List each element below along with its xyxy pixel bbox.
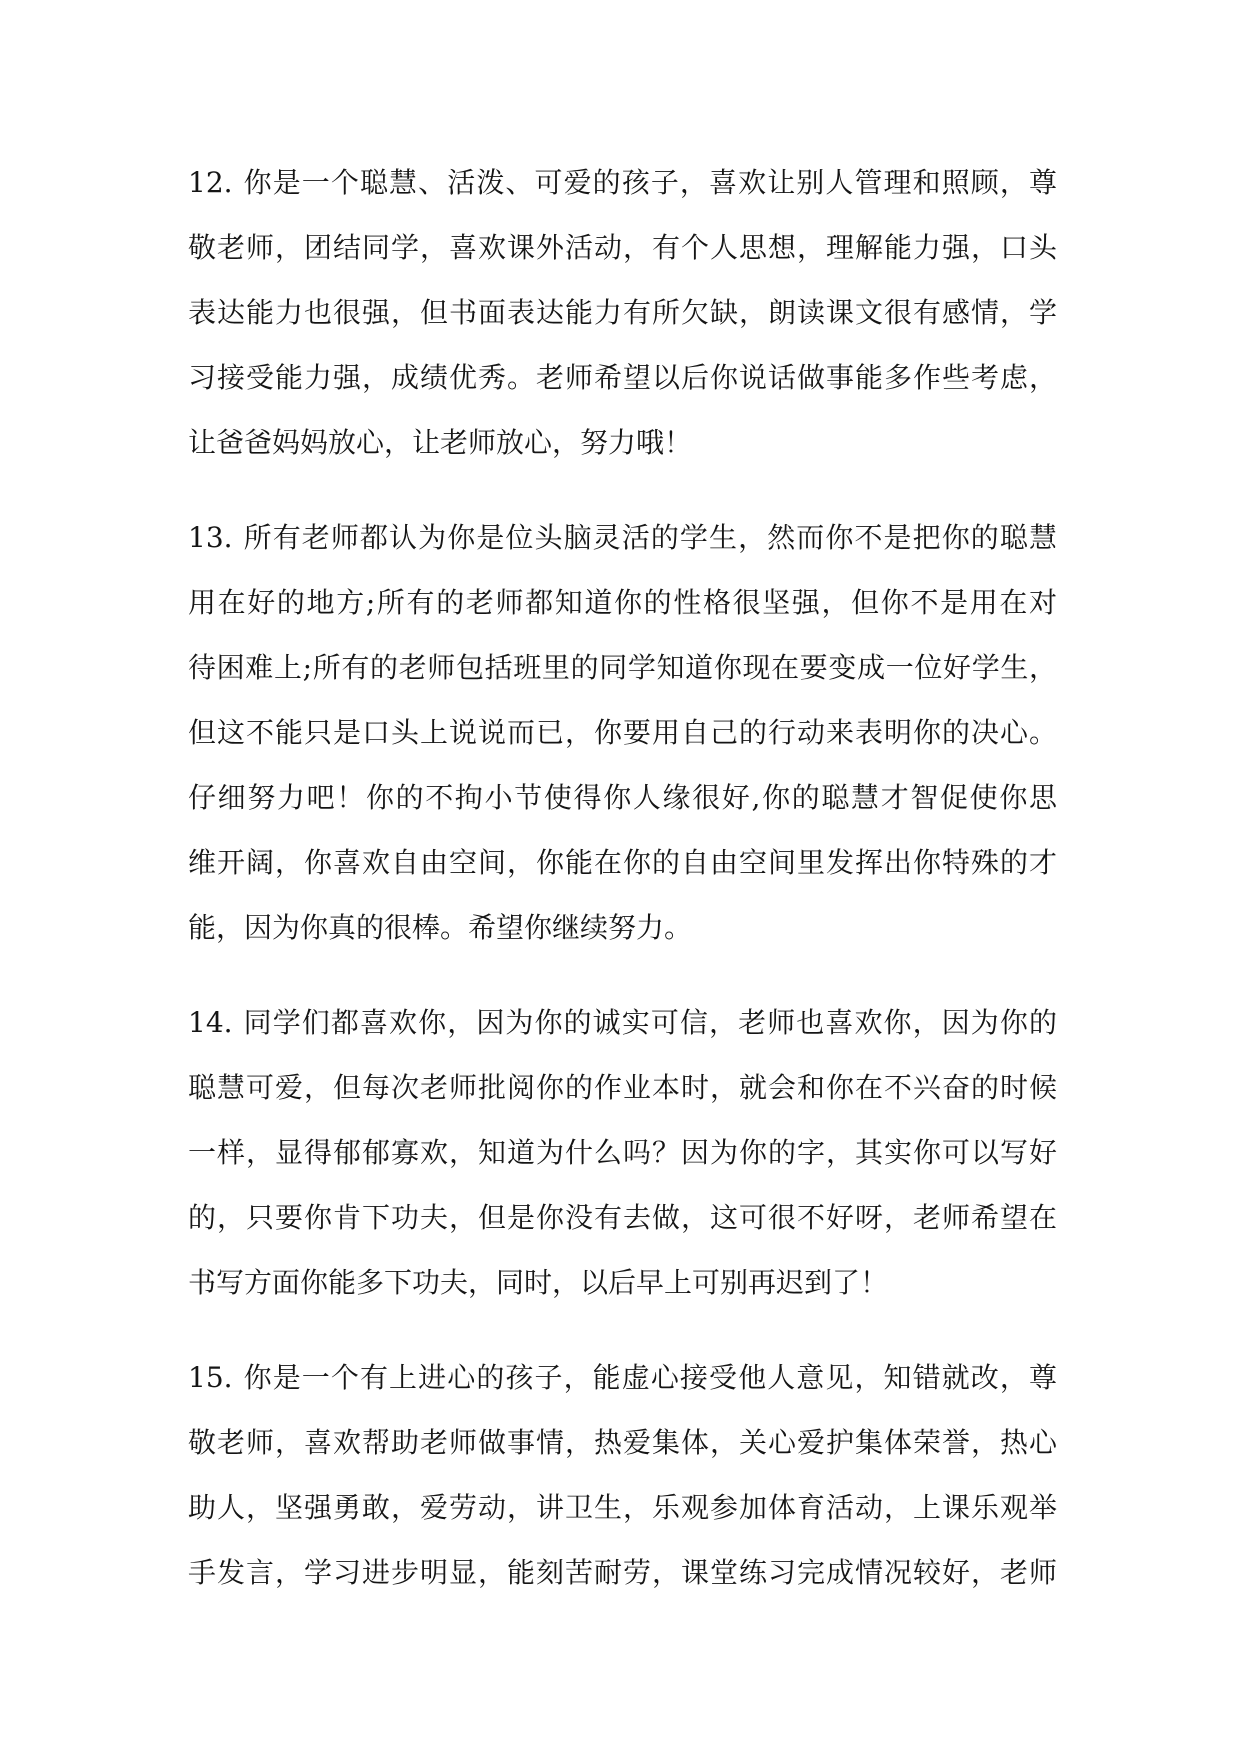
paragraph-line: 待困难上;所有的老师包括班里的同学知道你现在要变成一位好学生， — [188, 651, 1057, 684]
paragraph-line: 敬老师，喜欢帮助老师做事情，热爱集体，关心爱护集体荣誉，热心 — [188, 1426, 1057, 1459]
item-number: 12. — [188, 166, 233, 199]
paragraph-line: 维开阔，你喜欢自由空间，你能在你的自由空间里发挥出你特殊的才 — [188, 846, 1057, 879]
paragraph-line: 用在好的地方;所有的老师都知道你的性格很坚强，但你不是用在对 — [188, 586, 1057, 619]
comment-paragraph-12 — [188, 150, 1057, 475]
paragraph-line — [188, 1345, 1057, 1410]
item-number: 13. — [188, 521, 233, 554]
item-number: 14. — [188, 1006, 233, 1039]
comment-paragraph-15 — [188, 1345, 1057, 1605]
paragraph-line — [188, 505, 1057, 570]
paragraph-line: 敬老师，团结同学，喜欢课外活动，有个人思想，理解能力强，口头 — [188, 231, 1057, 264]
paragraph-line: 书写方面你能多下功夫，同时，以后早上可别再迟到了！ — [188, 1266, 889, 1299]
paragraph-line: 能，因为你真的很棒。希望你继续努力。 — [188, 911, 693, 944]
paragraph-line — [188, 150, 1057, 215]
paragraph-line — [188, 990, 1057, 1055]
paragraph-line: 仔细努力吧！你的不拘小节使得你人缘很好,你的聪慧才智促使你思 — [188, 781, 1057, 814]
paragraph-line: 习接受能力强，成绩优秀。老师希望以后你说话做事能多作些考虑， — [188, 361, 1057, 394]
comment-paragraph-14 — [188, 990, 1057, 1315]
paragraph-line: 一样，显得郁郁寡欢，知道为什么吗？因为你的字，其实你可以写好 — [188, 1136, 1057, 1169]
paragraph-line: 表达能力也很强，但书面表达能力有所欠缺，朗读课文很有感情，学 — [188, 296, 1057, 329]
paragraph-line: 的，只要你肯下功夫，但是你没有去做，这可很不好呀，老师希望在 — [188, 1201, 1057, 1234]
paragraph-line: 手发言，学习进步明显，能刻苦耐劳，课堂练习完成情况较好，老师 — [188, 1556, 1057, 1589]
document-page — [188, 150, 1057, 1635]
item-number: 15. — [188, 1361, 233, 1394]
line-text: 所有老师都认为你是位头脑灵活的学生，然而你不是把你的聪慧 — [242, 521, 1057, 554]
line-text: 你是一个聪慧、活泼、可爱的孩子，喜欢让别人管理和照顾，尊 — [242, 166, 1057, 199]
comment-paragraph-13 — [188, 505, 1057, 960]
line-text: 你是一个有上进心的孩子，能虚心接受他人意见，知错就改，尊 — [242, 1361, 1057, 1394]
paragraph-line: 助人，坚强勇敢，爱劳动，讲卫生，乐观参加体育活动，上课乐观举 — [188, 1491, 1057, 1524]
paragraph-line: 但这不能只是口头上说说而已，你要用自己的行动来表明你的决心。 — [188, 716, 1057, 749]
paragraph-line: 让爸爸妈妈放心，让老师放心，努力哦！ — [188, 426, 693, 459]
line-text: 同学们都喜欢你，因为你的诚实可信，老师也喜欢你，因为你的 — [242, 1006, 1057, 1039]
paragraph-line: 聪慧可爱，但每次老师批阅你的作业本时，就会和你在不兴奋的时候 — [188, 1071, 1057, 1104]
